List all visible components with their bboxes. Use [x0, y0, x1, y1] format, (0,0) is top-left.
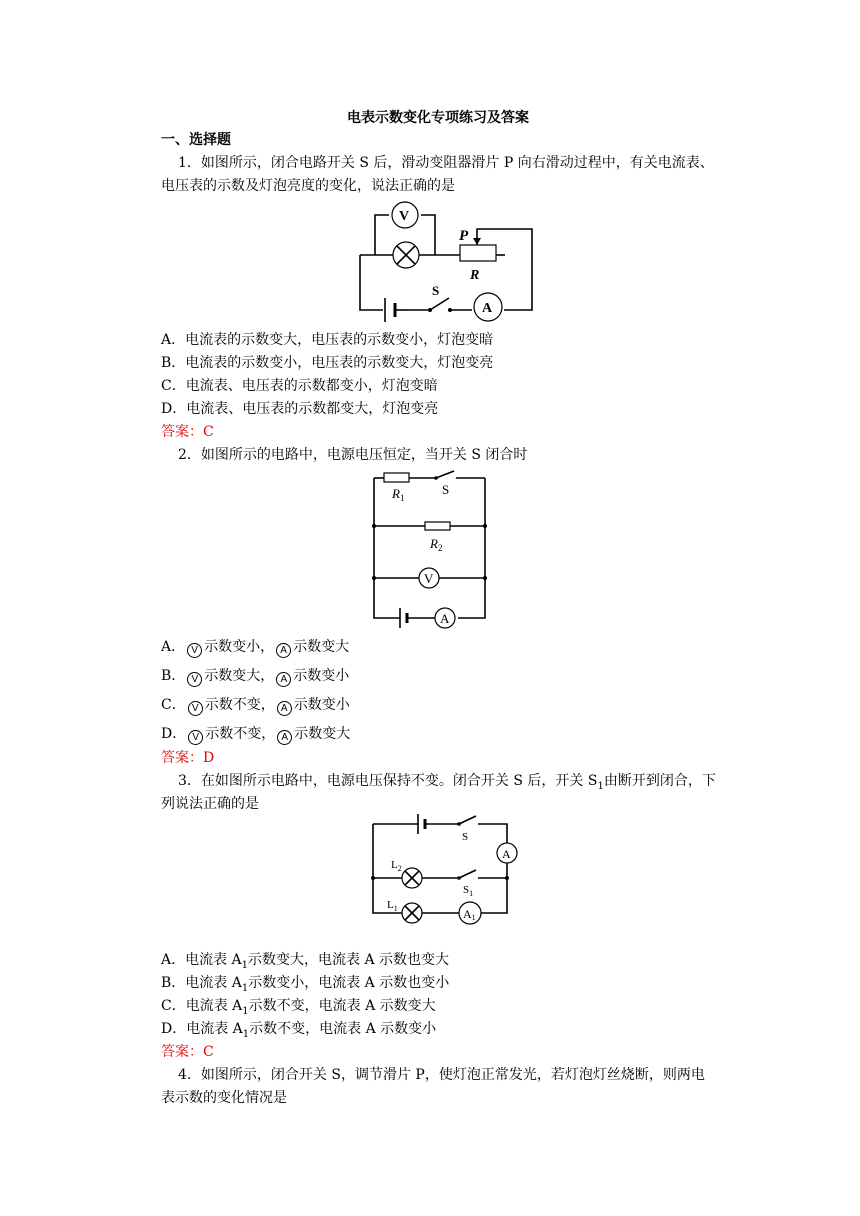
q2-option-c: C． V 示数不变， A 示数变小: [161, 697, 350, 714]
switch-label: S: [432, 283, 440, 298]
ammeter-label: A: [482, 301, 493, 316]
page-title: 电表示数变化专项练习及答案: [347, 110, 529, 126]
q3-option-b: B．电流表 $A_1$示数变小，电流表 A 示数也变小: [161, 975, 450, 994]
q2-option-b: B． V 示数变大， A 示数变小: [161, 668, 350, 685]
q1-option-b: B．电流表的示数变小，电压表的示数变大，灯泡变亮: [161, 355, 494, 371]
r2-resistor-icon: [425, 522, 450, 530]
q3-option-d: D．电流表 $A_1$示数不变，电流表 A 示数变小: [161, 1021, 437, 1040]
q3-switch-s-label: S: [462, 831, 469, 843]
q1-option-a: A．电流表的示数变大，电压表的示数变小，灯泡变暗: [161, 332, 494, 348]
q3-answer: 答案：C: [161, 1044, 214, 1060]
r1-resistor-icon: [384, 473, 409, 482]
q3-ammeter-label: A: [502, 847, 511, 861]
q1-stem-line2: 电压表的示数及灯泡亮度的变化，说法正确的是: [161, 178, 455, 194]
q1-answer: 答案：C: [161, 424, 214, 440]
q3-stem-line2: 列说法正确的是: [161, 796, 259, 812]
q1-stem-line1: 1．如图所示，闭合电路开关 S 后，滑动变阻器滑片 P 向右滑动过程中，有关电流表、: [178, 155, 714, 171]
q4-stem-line1: 4．如图所示，闭合开关 S，调节滑片 P，使灯泡正常发光，若灯泡灯丝烧断，则两电: [178, 1067, 705, 1083]
q1-circuit-diagram: [355, 200, 540, 315]
slider-p-label: P: [459, 228, 469, 244]
q3-switch-s-blade: [459, 816, 476, 824]
q2-option-d: D． V 示数不变， A 示数变大: [161, 726, 351, 743]
q2-circuit-diagram: [370, 470, 490, 630]
q2-switch-label: S: [442, 482, 450, 497]
q2-voltmeter-label: V: [424, 571, 434, 586]
q2-stem: 2．如图所示的电路中，电源电压恒定，当开关 S 闭合时: [178, 447, 528, 463]
lamp-l1-label: $L_1$: [387, 899, 398, 913]
q3-stem-line1: 3．在如图所示电路中，电源电压保持不变。闭合开关 S 后，开关 $S_1$由断开到闭合，下: [178, 773, 716, 792]
voltmeter-symbol-icon: V: [188, 730, 203, 745]
voltmeter-symbol-icon: V: [188, 701, 203, 716]
q2-option-a: A． V 示数变小， A 示数变大: [161, 639, 350, 656]
q4-stem-line2: 表示数的变化情况是: [161, 1090, 287, 1106]
rheostat-r-label: R: [470, 268, 480, 283]
q3-switch-s1-label: $S_1$: [463, 884, 474, 898]
switch-blade: [430, 298, 449, 310]
q2-ammeter-label: A: [440, 611, 450, 626]
ammeter-symbol-icon: A: [277, 730, 292, 745]
q1-option-d: D．电流表、电压表的示数都变大，灯泡变亮: [161, 401, 439, 417]
q3-option-c: C．电流表 $A_1$示数不变，电流表 A 示数变大: [161, 998, 436, 1017]
r2-label: $R_2$: [430, 536, 443, 553]
ammeter-symbol-icon: A: [276, 672, 291, 687]
q3-switch-s1-blade: [459, 870, 476, 878]
q2-switch-blade: [436, 471, 454, 478]
slider-arrow-icon: [473, 238, 481, 245]
ammeter-symbol-icon: A: [277, 701, 292, 716]
section-heading: 一、选择题: [161, 132, 231, 148]
voltmeter-symbol-icon: V: [187, 643, 202, 658]
q3-ammeter-a1-label: A1: [463, 907, 476, 922]
r1-label: $R_1$: [392, 486, 405, 503]
lamp-l2-label: $L_2$: [391, 859, 402, 873]
q1-option-c: C．电流表、电压表的示数都变小，灯泡变暗: [161, 378, 438, 394]
voltmeter-label: V: [399, 209, 410, 224]
q3-option-a: A．电流表 $A_1$示数变大，电流表 A 示数也变大: [161, 952, 450, 971]
voltmeter-symbol-icon: V: [187, 672, 202, 687]
ammeter-symbol-icon: A: [276, 643, 291, 658]
q2-answer: 答案：D: [161, 750, 215, 766]
q3-circuit-diagram: [370, 812, 520, 922]
rheostat-icon: [460, 245, 496, 261]
